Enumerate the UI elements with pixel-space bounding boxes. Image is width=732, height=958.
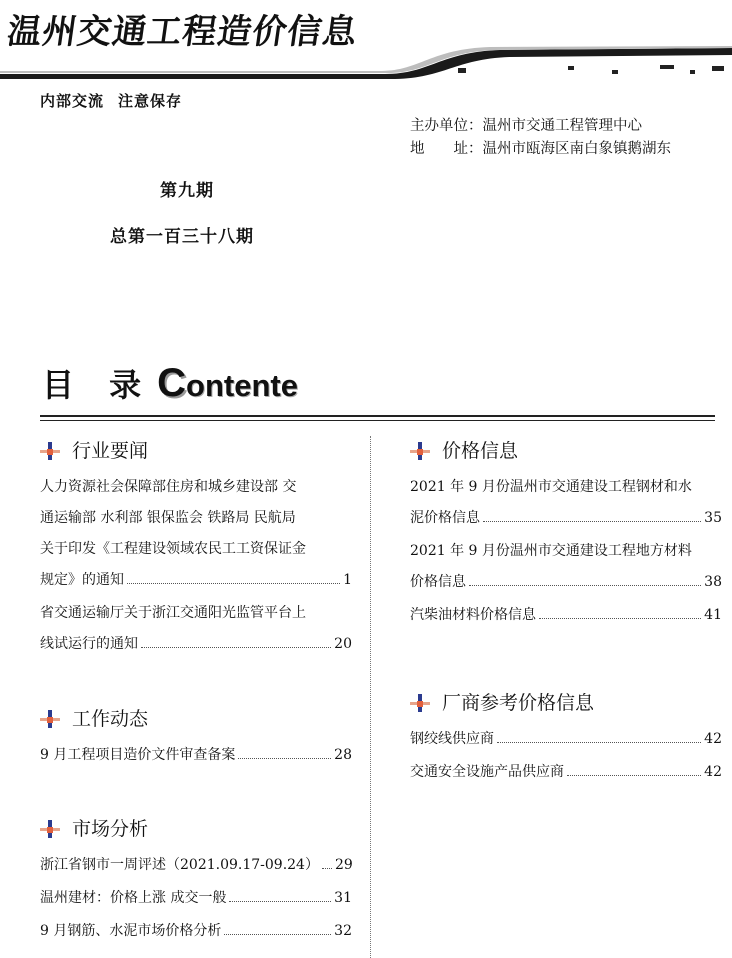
- host-row: [410, 115, 671, 138]
- section-title: 厂商参考价格信息: [442, 692, 595, 714]
- toc-entry[interactable]: [40, 598, 352, 660]
- bullet-icon: [40, 710, 60, 728]
- dot-leader: [322, 868, 332, 869]
- section-title: 市场分析: [72, 818, 149, 840]
- toc-entry-text: 规定》的通知: [40, 572, 124, 588]
- dot-leader: [539, 618, 701, 619]
- column-divider: [370, 436, 371, 958]
- toc-entry-line: 省交通运输厅关于浙江交通阳光监管平台上: [40, 605, 306, 621]
- address-label: 地 址：: [410, 141, 483, 157]
- toc-entry-last-line: [40, 883, 352, 914]
- toc-entry-line: 通运输部 水利部 银保监会 铁路局 民航局: [40, 510, 296, 526]
- toc-rule-thin: [40, 420, 715, 421]
- toc-entry-text: 9 月工程项目造价文件审查备案: [40, 747, 236, 763]
- toc-entry-text: 价格信息: [410, 574, 466, 590]
- toc-entry-text: 9 月钢筋、水泥市场价格分析: [40, 923, 222, 939]
- toc-entry-last-line: [410, 757, 722, 788]
- masthead-title: 温州交通工程造价信息: [4, 12, 361, 52]
- dot-leader: [238, 758, 331, 759]
- masthead-swoosh-decoration: [0, 46, 732, 80]
- toc-entry-last-line: [410, 600, 722, 631]
- page-number: 35: [704, 510, 722, 526]
- section-heading: [410, 438, 722, 464]
- section-heading: [410, 690, 722, 716]
- page-number: 31: [334, 890, 352, 906]
- page-number: 42: [704, 731, 722, 747]
- toc-entry[interactable]: [410, 536, 722, 598]
- toc-title-en-initial: C: [157, 361, 187, 405]
- toc-rule-thick: [40, 415, 715, 417]
- toc-entry-text: 温州建材：价格上涨 成交一般: [40, 890, 227, 906]
- dot-leader: [224, 934, 331, 935]
- bullet-icon: [40, 820, 60, 838]
- dot-leader: [229, 901, 331, 902]
- host-label: 主办单位：: [410, 118, 483, 134]
- toc-entry-last-line: [40, 916, 352, 947]
- section-heading: [40, 816, 352, 842]
- dot-leader: [483, 521, 701, 522]
- toc-entry[interactable]: [40, 883, 352, 914]
- toc-entry-text: 浙江省钢市一周评述（2021.09.17-09.24）: [40, 857, 319, 873]
- page-number: 38: [704, 574, 722, 590]
- section-heading: [40, 438, 352, 464]
- issue-number: 第九期: [160, 181, 214, 201]
- page-number: 29: [334, 857, 353, 873]
- toc-entry[interactable]: [40, 472, 352, 596]
- address-row: [410, 138, 671, 161]
- page-number: 41: [704, 607, 722, 623]
- page-number: 32: [334, 923, 352, 939]
- toc-entry-text: 泥价格信息: [410, 510, 480, 526]
- dot-leader: [141, 647, 331, 648]
- page-number: 20: [334, 636, 352, 652]
- toc-entry[interactable]: [40, 740, 352, 771]
- toc-entry-text: 交通安全设施产品供应商: [410, 764, 564, 780]
- toc-heading: [42, 360, 298, 406]
- section-title: 行业要闻: [72, 440, 149, 462]
- tagline-internal: 内部交流: [40, 92, 105, 110]
- page-number: 1: [343, 572, 352, 588]
- confidentiality-tagline: [40, 90, 182, 111]
- toc-entry-last-line: [410, 724, 722, 755]
- toc-entry-text: 汽柴油材料价格信息: [410, 607, 536, 623]
- page-number: 42: [704, 764, 722, 780]
- toc-entry-text: 线试运行的通知: [40, 636, 138, 652]
- bullet-icon: [410, 442, 430, 460]
- section-heading: [40, 706, 352, 732]
- toc-entry[interactable]: [410, 472, 722, 534]
- dot-leader: [127, 583, 340, 584]
- toc-entry-last-line: [40, 850, 352, 881]
- page-number: 28: [334, 747, 352, 763]
- toc-entry[interactable]: [410, 724, 722, 755]
- tagline-keep: 注意保存: [118, 92, 183, 110]
- toc-entry-last-line: [410, 503, 722, 534]
- toc-entry-line: 2021 年 9 月份温州市交通建设工程钢材和水: [410, 479, 692, 495]
- host-value: 温州市交通工程管理中心: [482, 118, 642, 134]
- dot-leader: [567, 775, 701, 776]
- toc-entry[interactable]: [410, 757, 722, 788]
- toc-title-en: [157, 361, 298, 405]
- bullet-icon: [40, 442, 60, 460]
- toc-entry-last-line: [40, 629, 352, 660]
- toc-entry[interactable]: [410, 600, 722, 631]
- dot-leader: [469, 585, 701, 586]
- section-title: 工作动态: [72, 708, 149, 730]
- organizer-info: [410, 115, 671, 161]
- issue-total: 总第一百三十八期: [110, 227, 254, 247]
- toc-entry-text: 钢绞线供应商: [410, 731, 494, 747]
- toc-entry-last-line: [40, 740, 352, 771]
- toc-entry-last-line: [410, 567, 722, 598]
- section-title: 价格信息: [442, 440, 519, 462]
- toc-entry-line: 人力资源社会保障部住房和城乡建设部 交: [40, 479, 297, 495]
- bullet-icon: [410, 694, 430, 712]
- toc-entry-line: 关于印发《工程建设领域农民工工资保证金: [40, 541, 306, 557]
- toc-entry[interactable]: [40, 916, 352, 947]
- toc-title-en-rest: ontente: [186, 368, 298, 403]
- toc-entry[interactable]: [40, 850, 352, 881]
- dot-leader: [497, 742, 701, 743]
- toc-entry-last-line: [40, 565, 352, 596]
- toc-title-cn: 目 录: [42, 366, 154, 404]
- toc-entry-line: 2021 年 9 月份温州市交通建设工程地方材料: [410, 543, 692, 559]
- address-value: 温州市瓯海区南白象镇鹅湖东: [482, 141, 671, 157]
